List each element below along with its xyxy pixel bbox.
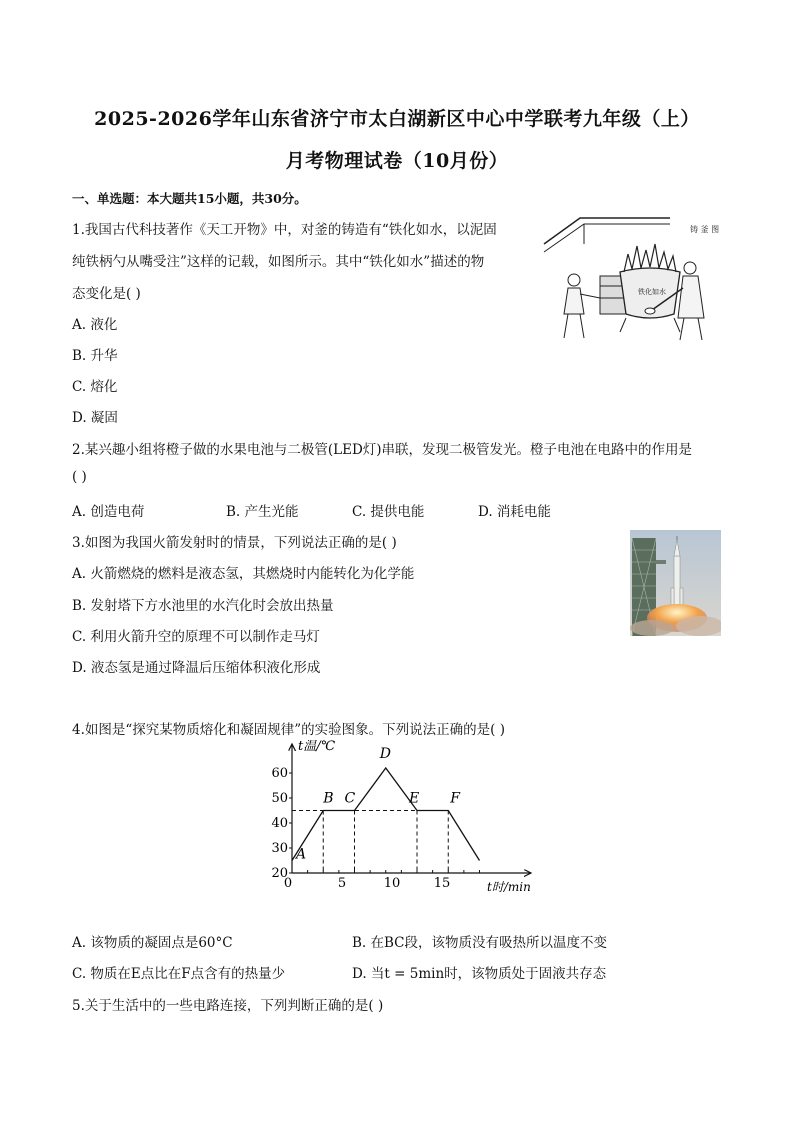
q4-option-a: A. 该物质的凝固点是60°C [72,935,233,951]
point-label-F: F [450,790,460,807]
y-axis-label: t温/℃ [298,740,336,754]
y-tick-label: 50 [271,791,288,806]
x-tick-label: 15 [433,876,451,891]
q4-line1: 4.如图是“探究某物质熔化和凝固规律”的实验图象。下列说法正确的是( ) [72,722,506,738]
q2-option-c: C. 提供电能 [352,504,425,520]
point-label-E: E [409,790,420,807]
q4-option-d: D. 当t = 5min时，该物质处于固液共存态 [352,966,607,982]
q5-line1: 5.关于生活中的一些电路连接，下列判断正确的是( ) [72,998,384,1014]
x-axis-label: t时/min [487,880,531,894]
x-tick-label: 10 [383,876,401,891]
series-line [292,768,480,861]
q2-option-a: A. 创造电荷 [72,504,145,520]
q3-option-d: D. 液态氢是通过降温后压缩体积液化形成 [72,660,321,676]
point-label-A: A [296,846,307,863]
q1-line3: 态变化是( ) [72,286,141,302]
q4-option-b: B. 在BC段，该物质没有吸热所以温度不变 [352,935,608,951]
section-heading: 一、单选题：本大题共15小题，共30分。 [72,191,307,206]
y-tick-label: 30 [271,841,288,856]
x-tick-label: 5 [337,876,347,891]
y-tick-label: 60 [271,766,288,781]
q4-melting-chart [268,740,538,900]
q2-line1: 2.某兴趣小组将橙子做的水果电池与二极管(LED灯)串联，发现二极管发光。橙子电池在电路中的作用是 [72,442,693,458]
q1-line1: 1.我国古代科技著作《天工开物》中，对釜的铸造有“铁化如水，以泥固 [72,222,497,238]
q3-rocket-launch-photo [630,530,721,636]
q1-figure-caption: 铸 釜 图 [690,225,720,234]
q1-option-d: D. 凝固 [72,410,118,426]
page-title-line2: 月考物理试卷（10月份） [285,150,509,172]
y-tick-label: 40 [271,816,288,831]
point-label-C: C [344,790,356,807]
q4-option-c: C. 物质在E点比在F点含有的热量少 [72,966,286,982]
x-tick-label: 0 [283,876,293,891]
q2-line2: ( ) [72,469,87,485]
q3-line1: 3.如图为我国火箭发射时的情景，下列说法正确的是( ) [72,535,397,551]
q3-option-a: A. 火箭燃烧的燃料是液态氢，其燃烧时内能转化为化学能 [72,566,415,582]
q1-option-c: C. 熔化 [72,379,118,395]
q3-option-b: B. 发射塔下方水池里的水汽化时会放出热量 [72,598,334,614]
q1-option-b: B. 升华 [72,348,118,364]
q3-option-c: C. 利用火箭升空的原理不可以制作走马灯 [72,629,320,645]
page-title-line1: 2025-2026学年山东省济宁市太白湖新区中心中学联考九年级（上） [94,108,700,130]
q1-option-a: A. 液化 [72,317,118,333]
point-label-B: B [323,790,334,807]
point-label-D: D [379,746,391,762]
q2-option-b: B. 产生光能 [226,504,299,520]
q2-option-d: D. 消耗电能 [478,504,551,520]
y-tick-label: 20 [271,866,288,881]
q1-line2: 纯铁柄勺从嘴受注”这样的记载，如图所示。其中“铁化如水”描述的物 [72,254,485,270]
q1-figure-casting-illustration [540,214,728,344]
q1-figure-inner-text: 铁化如水 [638,288,666,296]
